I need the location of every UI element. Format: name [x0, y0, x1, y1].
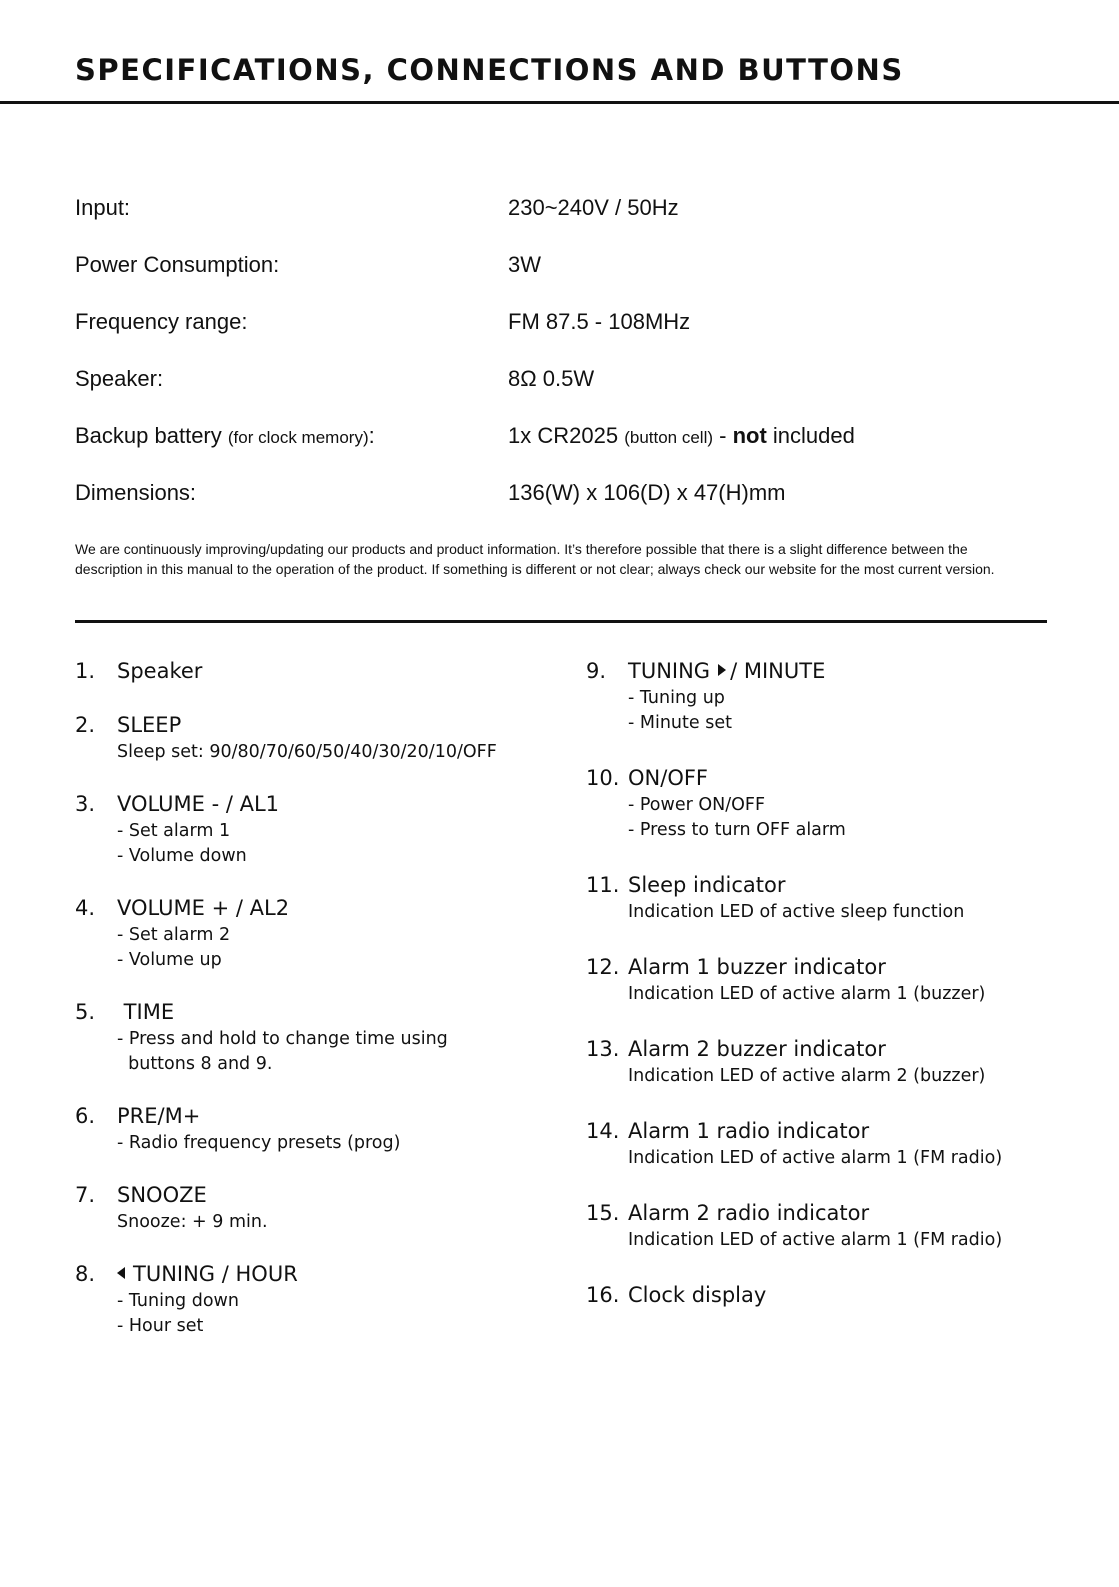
spec-value-note: (button cell) [624, 428, 714, 447]
spec-value [508, 414, 855, 460]
item-number: 9. [586, 659, 607, 683]
item-title: VOLUME + / AL2 [117, 896, 290, 920]
spec-label: Frequency range: [75, 309, 248, 334]
item-description: - Set alarm 2 - Volume up [117, 925, 231, 970]
list-item [75, 997, 555, 1077]
spec-label-suffix: : [368, 423, 375, 448]
spec-row-frequency [75, 300, 975, 357]
item-number: 15. [586, 1201, 620, 1225]
list-item [75, 1101, 555, 1156]
item-number: 14. [586, 1119, 620, 1143]
item-number: 11. [586, 873, 620, 897]
item-description: Indication LED of active sleep function [628, 902, 965, 922]
spec-label: Input: [75, 195, 131, 220]
item-title: Alarm 1 buzzer indicator [628, 955, 886, 979]
list-item [586, 656, 1086, 736]
item-description: - Set alarm 1 - Volume down [117, 821, 247, 866]
spacer [75, 973, 555, 997]
item-description: - Tuning up - Minute set [628, 688, 732, 733]
item-title: Alarm 2 buzzer indicator [628, 1037, 886, 1061]
page-header [0, 0, 1119, 104]
item-description: - Power ON/OFF - Press to turn OFF alarm [628, 795, 846, 840]
spec-row-power [75, 243, 975, 300]
list-item [75, 1180, 555, 1235]
item-title: SLEEP [117, 713, 182, 737]
spacer [586, 736, 1086, 763]
spacer [586, 1089, 1086, 1116]
item-description: Snooze: + 9 min. [117, 1212, 268, 1232]
item-description: Indication LED of active alarm 1 (buzzer) [628, 984, 986, 1004]
item-title: VOLUME - / AL1 [117, 792, 280, 816]
item-description: - Radio frequency presets (prog) [117, 1133, 401, 1153]
item-description: Indication LED of active alarm 2 (buzzer) [628, 1066, 986, 1086]
spacer [75, 686, 555, 710]
spec-label: Dimensions: [75, 480, 197, 505]
list-item [75, 656, 555, 686]
spec-value: 230~240V / 50Hz [508, 195, 679, 220]
spacer [586, 843, 1086, 870]
item-description: - Tuning down - Hour set [117, 1291, 239, 1336]
item-title: Alarm 1 radio indicator [628, 1119, 870, 1143]
spec-value-strong: not [732, 423, 767, 448]
item-number: 3. [75, 792, 96, 816]
list-item [586, 952, 1086, 1007]
buttons-list-right [586, 656, 1086, 1310]
specifications-table [75, 186, 975, 528]
item-title: PRE/M+ [117, 1104, 201, 1128]
spec-value-text: 1x CR2025 [508, 423, 619, 448]
item-description: - Press and hold to change time using buttons 8 and 9. [117, 1029, 448, 1074]
spacer [586, 925, 1086, 952]
spec-label: Power Consumption: [75, 252, 280, 277]
list-item [586, 1034, 1086, 1089]
spacer [75, 869, 555, 893]
spec-value: 3W [508, 252, 541, 277]
item-description: Indication LED of active alarm 1 (FM radio) [628, 1230, 1003, 1250]
item-number: 2. [75, 713, 96, 737]
item-description: Sleep set: 90/80/70/60/50/40/30/20/10/OFF [117, 742, 497, 762]
spec-label-note: (for clock memory) [227, 428, 369, 447]
spec-row-battery [75, 414, 975, 471]
item-title-text: TUNING [628, 659, 711, 683]
spacer [586, 1007, 1086, 1034]
spacer [75, 1077, 555, 1101]
spec-row-input [75, 186, 975, 243]
item-title: Sleep indicator [628, 873, 786, 897]
spacer [75, 1156, 555, 1180]
item-number: 16. [586, 1283, 620, 1307]
list-item [586, 763, 1086, 843]
item-title [117, 1259, 555, 1289]
buttons-list-left [75, 656, 555, 1339]
item-number: 10. [586, 766, 620, 790]
spec-value: FM 87.5 - 108MHz [508, 309, 691, 334]
spec-row-dimensions [75, 471, 975, 528]
spec-value-dash: - [713, 423, 733, 448]
spec-row-speaker [75, 357, 975, 414]
item-title: Speaker [117, 659, 203, 683]
item-title-text: TUNING / HOUR [133, 1262, 298, 1286]
list-item [586, 1198, 1086, 1253]
item-title: Alarm 2 radio indicator [628, 1201, 870, 1225]
item-description: Indication LED of active alarm 1 (FM radio) [628, 1148, 1003, 1168]
spacer [75, 765, 555, 789]
disclaimer-text: We are continuously improving/updating our products and product information. It’s therefore possible that there is a slight difference between the description in this manual to the operation of the product. If something is different or not clear; always check our website for the most current version. [75, 541, 995, 577]
item-number: 6. [75, 1104, 96, 1128]
item-number: 8. [75, 1262, 96, 1286]
spec-label-text: Backup battery [75, 423, 222, 448]
item-number: 12. [586, 955, 620, 979]
list-item [586, 1116, 1086, 1171]
item-number: 1. [75, 659, 96, 683]
list-item [586, 870, 1086, 925]
item-title: SNOOZE [117, 1183, 207, 1207]
item-title: Clock display [628, 1283, 767, 1307]
spacer [75, 1235, 555, 1259]
page-title: SPECIFICATIONS, CONNECTIONS AND BUTTONS [75, 53, 904, 87]
spec-value: 8Ω 0.5W [508, 366, 595, 391]
triangle-left-icon [117, 1267, 125, 1279]
list-item [586, 1280, 1086, 1310]
item-title: ON/OFF [628, 766, 709, 790]
spacer [586, 1253, 1086, 1280]
item-number: 13. [586, 1037, 620, 1061]
item-number: 4. [75, 896, 96, 920]
item-title: TIME [117, 1000, 175, 1024]
list-item [75, 893, 555, 973]
section-divider [75, 620, 1047, 623]
spec-value: 136(W) x 106(D) x 47(H)mm [508, 480, 786, 505]
spacer [586, 1171, 1086, 1198]
triangle-right-icon [718, 664, 726, 676]
list-item [75, 1259, 555, 1339]
item-number: 7. [75, 1183, 96, 1207]
item-title [628, 656, 1086, 686]
spec-label [75, 414, 375, 460]
list-item [75, 710, 555, 765]
item-number: 5. [75, 1000, 96, 1024]
item-title-text: / MINUTE [730, 659, 826, 683]
spec-label: Speaker: [75, 366, 164, 391]
spec-value-suffix: included [766, 423, 855, 448]
list-item [75, 789, 555, 869]
